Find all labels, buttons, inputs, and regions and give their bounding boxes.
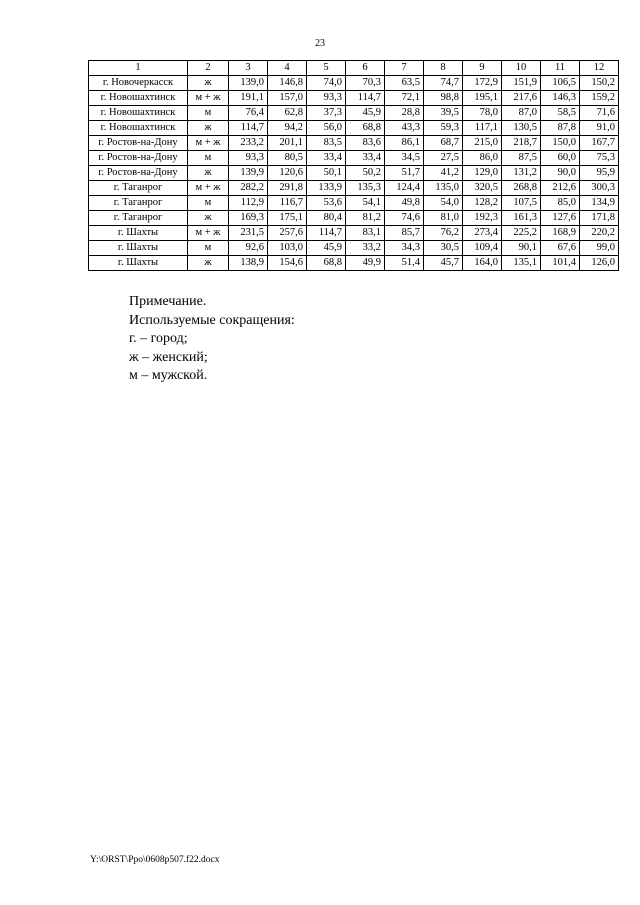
city-cell: г. Шахты <box>89 241 188 256</box>
value-cell: 175,1 <box>268 211 307 226</box>
value-cell: 220,2 <box>580 226 619 241</box>
table-row <box>89 256 619 271</box>
value-cell: 273,4 <box>463 226 502 241</box>
value-cell: 201,1 <box>268 136 307 151</box>
sex-cell: м <box>188 106 229 121</box>
table-header-cell: 12 <box>580 61 619 76</box>
value-cell: 85,7 <box>385 226 424 241</box>
value-cell: 67,6 <box>541 241 580 256</box>
city-cell: г. Таганрог <box>89 211 188 226</box>
table-header-cell: 11 <box>541 61 580 76</box>
value-cell: 91,0 <box>580 121 619 136</box>
value-cell: 75,3 <box>580 151 619 166</box>
value-cell: 161,3 <box>502 211 541 226</box>
value-cell: 135,3 <box>346 181 385 196</box>
value-cell: 34,5 <box>385 151 424 166</box>
value-cell: 114,7 <box>229 121 268 136</box>
value-cell: 76,4 <box>229 106 268 121</box>
value-cell: 171,8 <box>580 211 619 226</box>
value-cell: 99,0 <box>580 241 619 256</box>
value-cell: 54,1 <box>346 196 385 211</box>
page-number: 23 <box>315 38 325 49</box>
value-cell: 27,5 <box>424 151 463 166</box>
city-cell: г. Новошахтинск <box>89 106 188 121</box>
city-cell: г. Ростов-на-Дону <box>89 151 188 166</box>
notes-item: м – мужской. <box>129 368 208 383</box>
value-cell: 53,6 <box>307 196 346 211</box>
sex-cell: ж <box>188 166 229 181</box>
value-cell: 39,5 <box>424 106 463 121</box>
value-cell: 192,3 <box>463 211 502 226</box>
value-cell: 93,3 <box>307 91 346 106</box>
value-cell: 86,1 <box>385 136 424 151</box>
value-cell: 116,7 <box>268 196 307 211</box>
table-row <box>89 91 619 106</box>
value-cell: 128,2 <box>463 196 502 211</box>
value-cell: 58,5 <box>541 106 580 121</box>
sex-cell: м <box>188 196 229 211</box>
value-cell: 90,0 <box>541 166 580 181</box>
table-row <box>89 121 619 136</box>
value-cell: 68,8 <box>307 256 346 271</box>
value-cell: 124,4 <box>385 181 424 196</box>
table-header-cell: 2 <box>188 61 229 76</box>
table-row <box>89 136 619 151</box>
table-header-cell: 1 <box>89 61 188 76</box>
sex-cell: м + ж <box>188 136 229 151</box>
city-cell: г. Таганрог <box>89 181 188 196</box>
value-cell: 146,3 <box>541 91 580 106</box>
table-body <box>89 76 619 271</box>
sex-cell: м <box>188 241 229 256</box>
value-cell: 168,9 <box>541 226 580 241</box>
value-cell: 30,5 <box>424 241 463 256</box>
value-cell: 45,9 <box>346 106 385 121</box>
value-cell: 138,9 <box>229 256 268 271</box>
table-row <box>89 181 619 196</box>
value-cell: 51,7 <box>385 166 424 181</box>
value-cell: 151,9 <box>502 76 541 91</box>
city-cell: г. Шахты <box>89 256 188 271</box>
value-cell: 135,1 <box>502 256 541 271</box>
table-row <box>89 226 619 241</box>
value-cell: 106,5 <box>541 76 580 91</box>
value-cell: 83,5 <box>307 136 346 151</box>
value-cell: 103,0 <box>268 241 307 256</box>
value-cell: 131,2 <box>502 166 541 181</box>
value-cell: 50,1 <box>307 166 346 181</box>
value-cell: 320,5 <box>463 181 502 196</box>
value-cell: 282,2 <box>229 181 268 196</box>
value-cell: 28,8 <box>385 106 424 121</box>
value-cell: 164,0 <box>463 256 502 271</box>
value-cell: 49,9 <box>346 256 385 271</box>
value-cell: 60,0 <box>541 151 580 166</box>
value-cell: 56,0 <box>307 121 346 136</box>
city-cell: г. Таганрог <box>89 196 188 211</box>
value-cell: 212,6 <box>541 181 580 196</box>
value-cell: 217,6 <box>502 91 541 106</box>
table-row <box>89 76 619 91</box>
value-cell: 81,0 <box>424 211 463 226</box>
value-cell: 90,1 <box>502 241 541 256</box>
value-cell: 74,7 <box>424 76 463 91</box>
value-cell: 92,6 <box>229 241 268 256</box>
value-cell: 101,4 <box>541 256 580 271</box>
city-cell: г. Шахты <box>89 226 188 241</box>
value-cell: 167,7 <box>580 136 619 151</box>
value-cell: 127,6 <box>541 211 580 226</box>
value-cell: 43,3 <box>385 121 424 136</box>
table-header-row <box>89 61 619 76</box>
value-cell: 71,6 <box>580 106 619 121</box>
notes-item: ж – женский; <box>129 349 208 365</box>
value-cell: 150,2 <box>580 76 619 91</box>
value-cell: 120,6 <box>268 166 307 181</box>
value-cell: 112,9 <box>229 196 268 211</box>
value-cell: 218,7 <box>502 136 541 151</box>
city-cell: г. Новошахтинск <box>89 121 188 136</box>
value-cell: 81,2 <box>346 211 385 226</box>
value-cell: 78,0 <box>463 106 502 121</box>
value-cell: 68,8 <box>346 121 385 136</box>
value-cell: 50,2 <box>346 166 385 181</box>
value-cell: 257,6 <box>268 226 307 241</box>
value-cell: 87,0 <box>502 106 541 121</box>
value-cell: 83,1 <box>346 226 385 241</box>
value-cell: 86,0 <box>463 151 502 166</box>
city-cell: г. Ростов-на-Дону <box>89 136 188 151</box>
value-cell: 109,4 <box>463 241 502 256</box>
value-cell: 51,4 <box>385 256 424 271</box>
table-header-cell: 10 <box>502 61 541 76</box>
value-cell: 76,2 <box>424 226 463 241</box>
value-cell: 233,2 <box>229 136 268 151</box>
value-cell: 80,5 <box>268 151 307 166</box>
value-cell: 95,9 <box>580 166 619 181</box>
value-cell: 291,8 <box>268 181 307 196</box>
sex-cell: ж <box>188 211 229 226</box>
value-cell: 150,0 <box>541 136 580 151</box>
notes-block <box>129 293 295 386</box>
value-cell: 87,5 <box>502 151 541 166</box>
table-header-cell: 3 <box>229 61 268 76</box>
value-cell: 93,3 <box>229 151 268 166</box>
table-row <box>89 211 619 226</box>
table-row <box>89 196 619 211</box>
value-cell: 80,4 <box>307 211 346 226</box>
value-cell: 231,5 <box>229 226 268 241</box>
value-cell: 63,5 <box>385 76 424 91</box>
value-cell: 172,9 <box>463 76 502 91</box>
sex-cell: м <box>188 151 229 166</box>
value-cell: 94,2 <box>268 121 307 136</box>
notes-title: Примечание. <box>129 294 207 309</box>
value-cell: 268,8 <box>502 181 541 196</box>
table-header-cell: 9 <box>463 61 502 76</box>
value-cell: 87,8 <box>541 121 580 136</box>
value-cell: 34,3 <box>385 241 424 256</box>
value-cell: 45,7 <box>424 256 463 271</box>
sex-cell: м + ж <box>188 181 229 196</box>
table-row <box>89 106 619 121</box>
value-cell: 126,0 <box>580 256 619 271</box>
notes-item: г. – город; <box>129 331 188 346</box>
value-cell: 33,4 <box>307 151 346 166</box>
sex-cell: ж <box>188 256 229 271</box>
value-cell: 129,0 <box>463 166 502 181</box>
value-cell: 74,6 <box>385 211 424 226</box>
value-cell: 41,2 <box>424 166 463 181</box>
value-cell: 300,3 <box>580 181 619 196</box>
city-cell: г. Новочеркасск <box>89 76 188 91</box>
value-cell: 37,3 <box>307 106 346 121</box>
city-cell: г. Новошахтинск <box>89 91 188 106</box>
value-cell: 154,6 <box>268 256 307 271</box>
notes-subtitle: Используемые сокращения: <box>129 312 295 328</box>
value-cell: 85,0 <box>541 196 580 211</box>
table-header-cell: 6 <box>346 61 385 76</box>
value-cell: 74,0 <box>307 76 346 91</box>
value-cell: 159,2 <box>580 91 619 106</box>
value-cell: 68,7 <box>424 136 463 151</box>
value-cell: 114,7 <box>346 91 385 106</box>
value-cell: 70,3 <box>346 76 385 91</box>
value-cell: 195,1 <box>463 91 502 106</box>
table-row <box>89 241 619 256</box>
value-cell: 62,8 <box>268 106 307 121</box>
value-cell: 54,0 <box>424 196 463 211</box>
value-cell: 135,0 <box>424 181 463 196</box>
value-cell: 157,0 <box>268 91 307 106</box>
value-cell: 130,5 <box>502 121 541 136</box>
sex-cell: ж <box>188 121 229 136</box>
value-cell: 49,8 <box>385 196 424 211</box>
value-cell: 72,1 <box>385 91 424 106</box>
value-cell: 169,3 <box>229 211 268 226</box>
value-cell: 114,7 <box>307 226 346 241</box>
table-header-cell: 5 <box>307 61 346 76</box>
sex-cell: ж <box>188 76 229 91</box>
value-cell: 191,1 <box>229 91 268 106</box>
value-cell: 225,2 <box>502 226 541 241</box>
value-cell: 139,0 <box>229 76 268 91</box>
value-cell: 133,9 <box>307 181 346 196</box>
value-cell: 139,9 <box>229 166 268 181</box>
table-row <box>89 166 619 181</box>
value-cell: 215,0 <box>463 136 502 151</box>
city-cell: г. Ростов-на-Дону <box>89 166 188 181</box>
value-cell: 146,8 <box>268 76 307 91</box>
table-header-cell: 8 <box>424 61 463 76</box>
table-header-cell: 4 <box>268 61 307 76</box>
table-row <box>89 151 619 166</box>
value-cell: 33,2 <box>346 241 385 256</box>
value-cell: 117,1 <box>463 121 502 136</box>
sex-cell: м + ж <box>188 91 229 106</box>
value-cell: 33,4 <box>346 151 385 166</box>
data-table <box>88 60 619 271</box>
footer-file-path: Y:\ORST\Ppo\0608p507.f22.docx <box>90 855 220 865</box>
value-cell: 45,9 <box>307 241 346 256</box>
value-cell: 59,3 <box>424 121 463 136</box>
value-cell: 98,8 <box>424 91 463 106</box>
value-cell: 107,5 <box>502 196 541 211</box>
sex-cell: м + ж <box>188 226 229 241</box>
table-header-cell: 7 <box>385 61 424 76</box>
value-cell: 134,9 <box>580 196 619 211</box>
value-cell: 83,6 <box>346 136 385 151</box>
